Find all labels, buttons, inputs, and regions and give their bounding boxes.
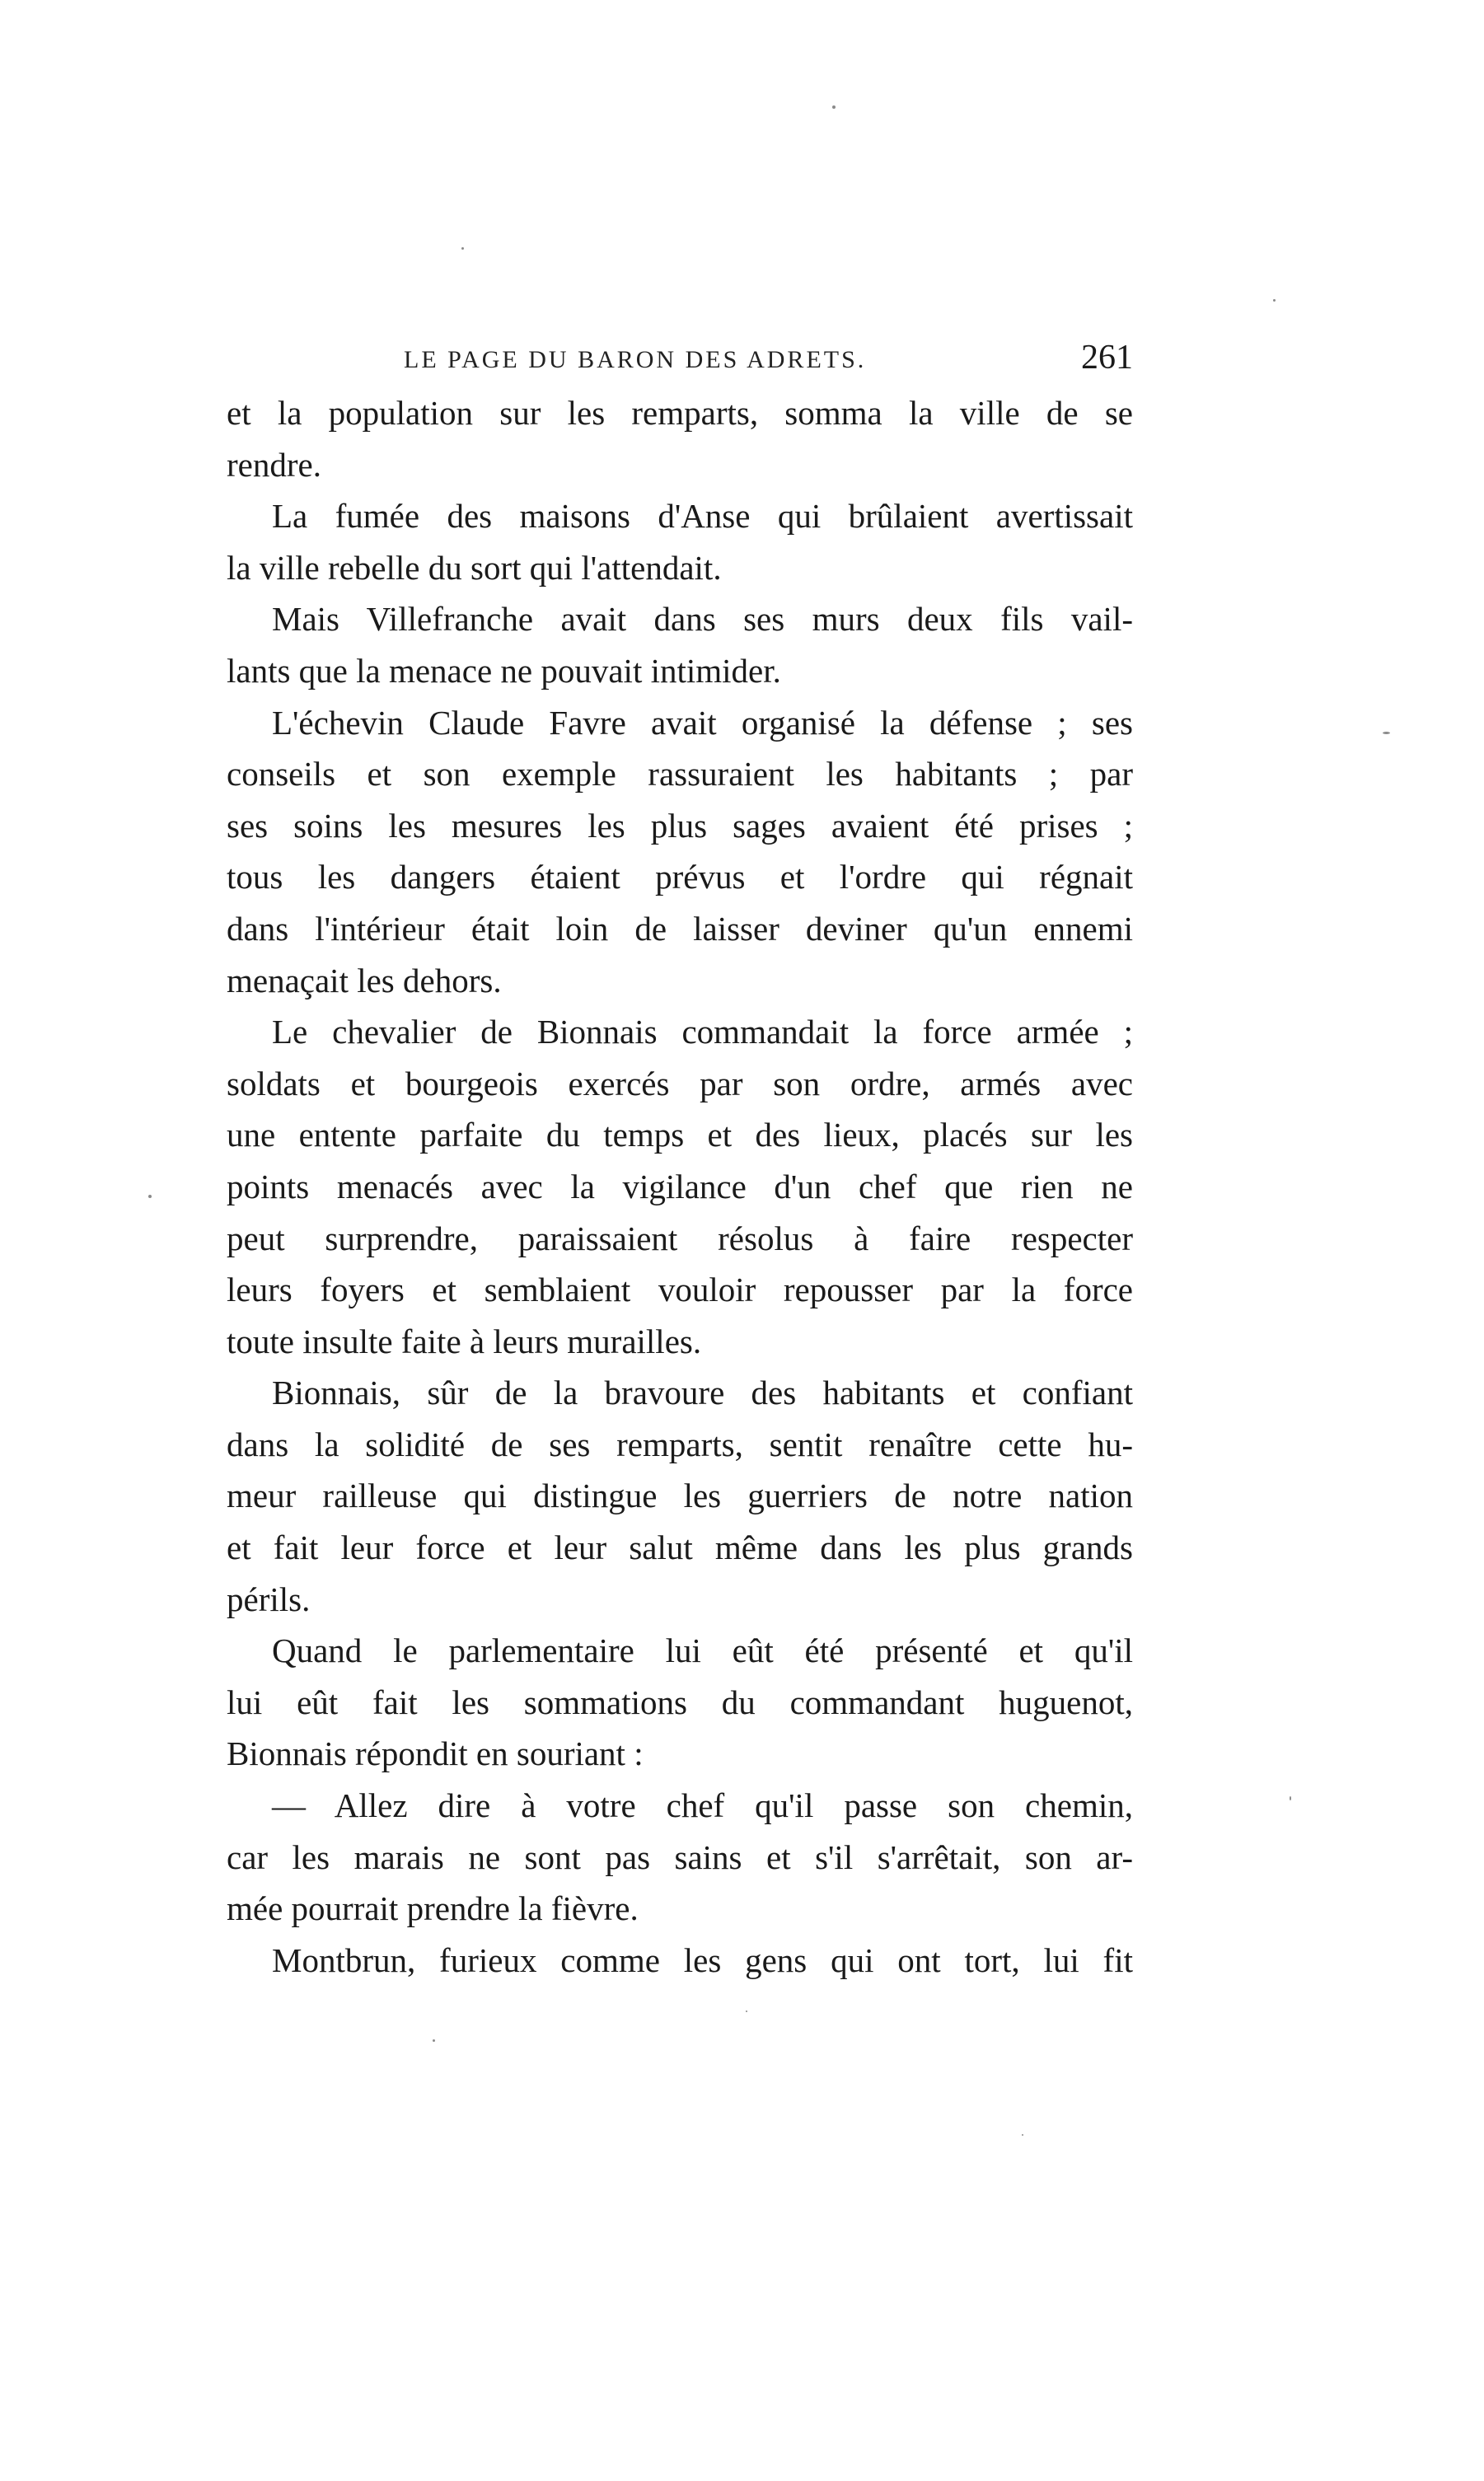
text-line: Bionnais répondit en souriant :	[227, 1734, 644, 1773]
paper-speck	[832, 105, 836, 109]
paper-speck	[746, 2011, 747, 2012]
text-line: Montbrun, furieux comme les gens qui ont tort, lui fit	[272, 1940, 1133, 1979]
text-line: car les marais ne sont pas sains et s'il s'arrêtait, son ar-	[227, 1837, 1133, 1876]
text-line: et la population sur les remparts, somma la ville de se	[227, 394, 1133, 432]
text-line: Le chevalier de Bionnais commandait la force armée ;	[272, 1013, 1133, 1051]
text-line: Mais Villefranche avait dans ses murs deux fils vail-	[272, 600, 1133, 639]
text-line: mée pourrait prendre la fièvre.	[227, 1889, 639, 1928]
body-text	[227, 387, 1133, 1986]
paper-speck	[148, 1195, 152, 1198]
paper-speck	[433, 2039, 435, 2042]
text-line: dans l'intérieur était loin de laisser deviner qu'un ennemi	[227, 909, 1133, 948]
paper-speck	[1273, 299, 1276, 302]
text-line: soldats et bourgeois exercés par son ordre, armés avec	[227, 1064, 1133, 1102]
text-line: — Allez dire à votre chef qu'il passe son chemin,	[272, 1786, 1133, 1825]
text-line: Bionnais, sûr de la bravoure des habitants et confiant	[272, 1374, 1133, 1412]
text-line: périls.	[227, 1580, 311, 1618]
text-line: une entente parfaite du temps et des lieux, placés sur les	[227, 1116, 1133, 1154]
text-line: et fait leur force et leur salut même dans les plus grands	[227, 1528, 1133, 1567]
text-line: tous les dangers étaient prévus et l'ordre qui régnait	[227, 858, 1133, 896]
page-number: 261	[1081, 339, 1133, 377]
paper-speck	[1290, 1796, 1291, 1800]
running-title: LE PAGE DU BARON DES ADRETS.	[404, 346, 867, 373]
text-line: la ville rebelle du sort qui l'attendait.	[227, 548, 722, 587]
text-line: L'échevin Claude Favre avait organisé la défense ; ses	[272, 703, 1133, 742]
paper-speck	[461, 247, 464, 250]
running-head	[227, 338, 1133, 387]
text-line: menaçait les dehors.	[227, 961, 502, 999]
text-line: conseils et son exemple rassuraient les habitants ; par	[227, 755, 1133, 793]
text-line: toute insulte faite à leurs murailles.	[227, 1322, 702, 1360]
text-line: points menacés avec la vigilance d'un chef que rien ne	[227, 1167, 1133, 1205]
text-line: lants que la menace ne pouvait intimider.	[227, 651, 781, 690]
text-line: rendre.	[227, 445, 321, 484]
text-line: dans la solidité de ses remparts, sentit renaître cette hu-	[227, 1425, 1133, 1463]
text-line: Quand le parlementaire lui eût été présenté et qu'il	[272, 1631, 1133, 1670]
text-line: ses soins les mesures les plus sages avaient été prises ;	[227, 806, 1133, 845]
text-line: leurs foyers et semblaient vouloir repousser par la force	[227, 1271, 1133, 1309]
text-line: lui eût fait les sommations du commandant huguenot,	[227, 1683, 1133, 1721]
text-line: La fumée des maisons d'Anse qui brûlaient avertissait	[272, 497, 1133, 536]
paper-speck	[1383, 732, 1390, 734]
text-line: meur railleuse qui distingue les guerriers de notre nation	[227, 1477, 1133, 1515]
text-line: peut surprendre, paraissaient résolus à faire respecter	[227, 1219, 1133, 1257]
paper-speck	[1022, 2134, 1023, 2136]
